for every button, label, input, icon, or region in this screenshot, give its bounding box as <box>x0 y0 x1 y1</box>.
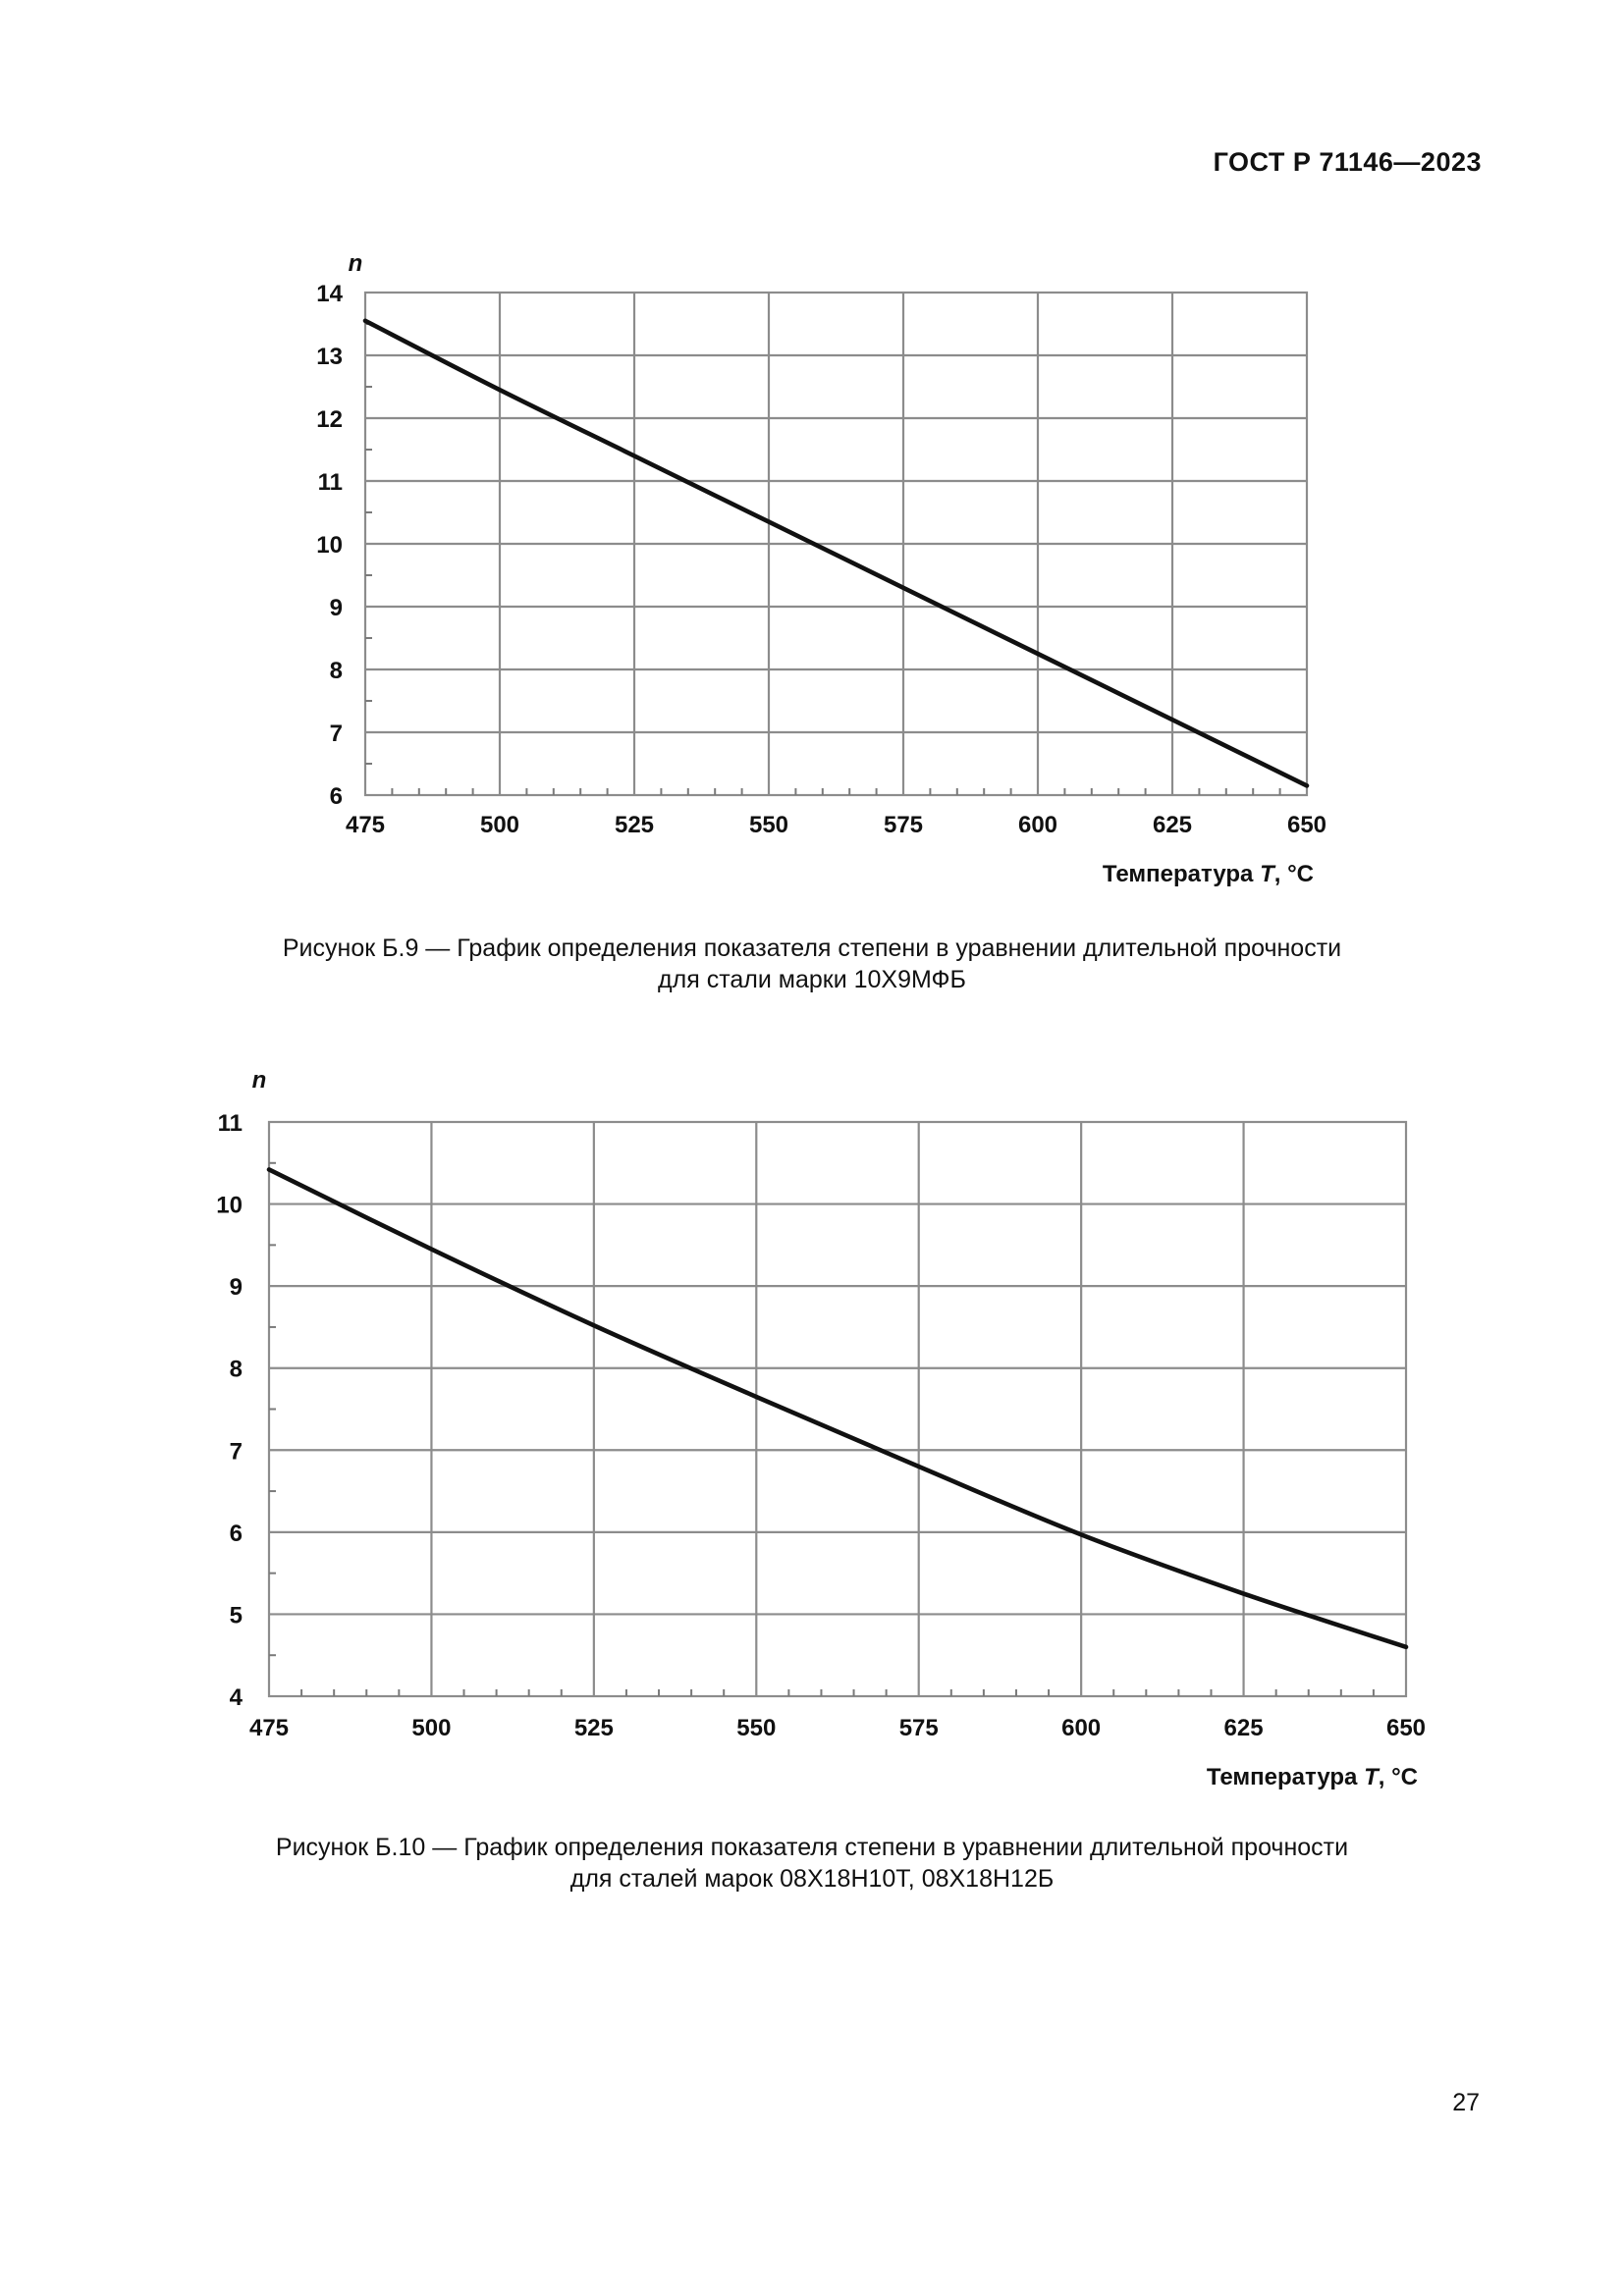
y-tick-label: 11 <box>217 1110 243 1137</box>
x-tick-label: 600 <box>1061 1715 1102 1741</box>
x-axis-label-unit: , °C <box>1273 861 1314 887</box>
y-tick-label: 4 <box>229 1684 243 1711</box>
y-tick-label: 9 <box>329 595 343 621</box>
x-tick-label: 500 <box>411 1715 452 1741</box>
x-tick-label: 500 <box>479 812 520 838</box>
y-tick-label: 6 <box>329 783 343 810</box>
figure-caption-b10 <box>0 1832 1624 1895</box>
x-tick-label: 650 <box>1286 812 1327 838</box>
x-tick-label: 625 <box>1223 1715 1264 1741</box>
caption-line: для стали марки 10Х9МФБ <box>658 966 966 993</box>
series-line <box>269 1169 1406 1646</box>
doc-id: ГОСТ Р 71146—2023 <box>1213 147 1482 177</box>
x-tick-label: 575 <box>898 1715 939 1741</box>
y-axis-label: n <box>348 250 363 277</box>
x-axis-label-main: Температура <box>1206 1764 1365 1790</box>
y-tick-label: 7 <box>229 1438 243 1466</box>
x-tick-label: 650 <box>1385 1715 1427 1741</box>
x-tick-label: 475 <box>345 812 386 838</box>
x-tick-label: 525 <box>614 812 655 838</box>
x-axis-label <box>1207 1764 1418 1790</box>
x-axis-label-var: T <box>1260 861 1274 887</box>
caption-line: Рисунок Б.9 — График определения показателя степени в уравнении длительной прочности <box>282 934 1342 962</box>
x-tick-label: 525 <box>573 1715 614 1741</box>
y-tick-label: 6 <box>229 1520 243 1547</box>
y-axis-label: n <box>251 1067 267 1094</box>
y-tick-label: 12 <box>316 406 343 433</box>
y-tick-label: 11 <box>317 469 343 496</box>
x-tick-label: 475 <box>248 1715 290 1741</box>
y-tick-label: 7 <box>329 721 343 747</box>
x-tick-label: 600 <box>1017 812 1058 838</box>
plot-frame <box>269 1122 1406 1696</box>
caption-line: Рисунок Б.10 — График определения показателя степени в уравнении длительной прочности <box>275 1834 1349 1861</box>
y-tick-label: 9 <box>229 1274 243 1302</box>
x-tick-label: 550 <box>736 1715 777 1741</box>
y-tick-label: 14 <box>316 281 343 307</box>
x-tick-label: 550 <box>748 812 789 838</box>
y-tick-label: 5 <box>229 1602 243 1629</box>
y-tick-label: 13 <box>316 344 343 370</box>
x-axis-label-main: Температура <box>1102 861 1261 887</box>
y-tick-label: 8 <box>329 658 343 684</box>
x-axis-label-var: T <box>1364 1764 1379 1790</box>
y-tick-label: 10 <box>216 1192 243 1219</box>
page-number: 27 <box>1452 2089 1480 2116</box>
y-tick-label: 8 <box>229 1356 243 1383</box>
y-tick-label: 10 <box>316 532 343 559</box>
x-tick-label: 625 <box>1152 812 1193 838</box>
caption-line: для сталей марок 08Х18Н10Т, 08Х18Н12Б <box>569 1865 1055 1893</box>
x-axis-label-unit: , °C <box>1378 1764 1418 1790</box>
x-tick-label: 575 <box>883 812 924 838</box>
